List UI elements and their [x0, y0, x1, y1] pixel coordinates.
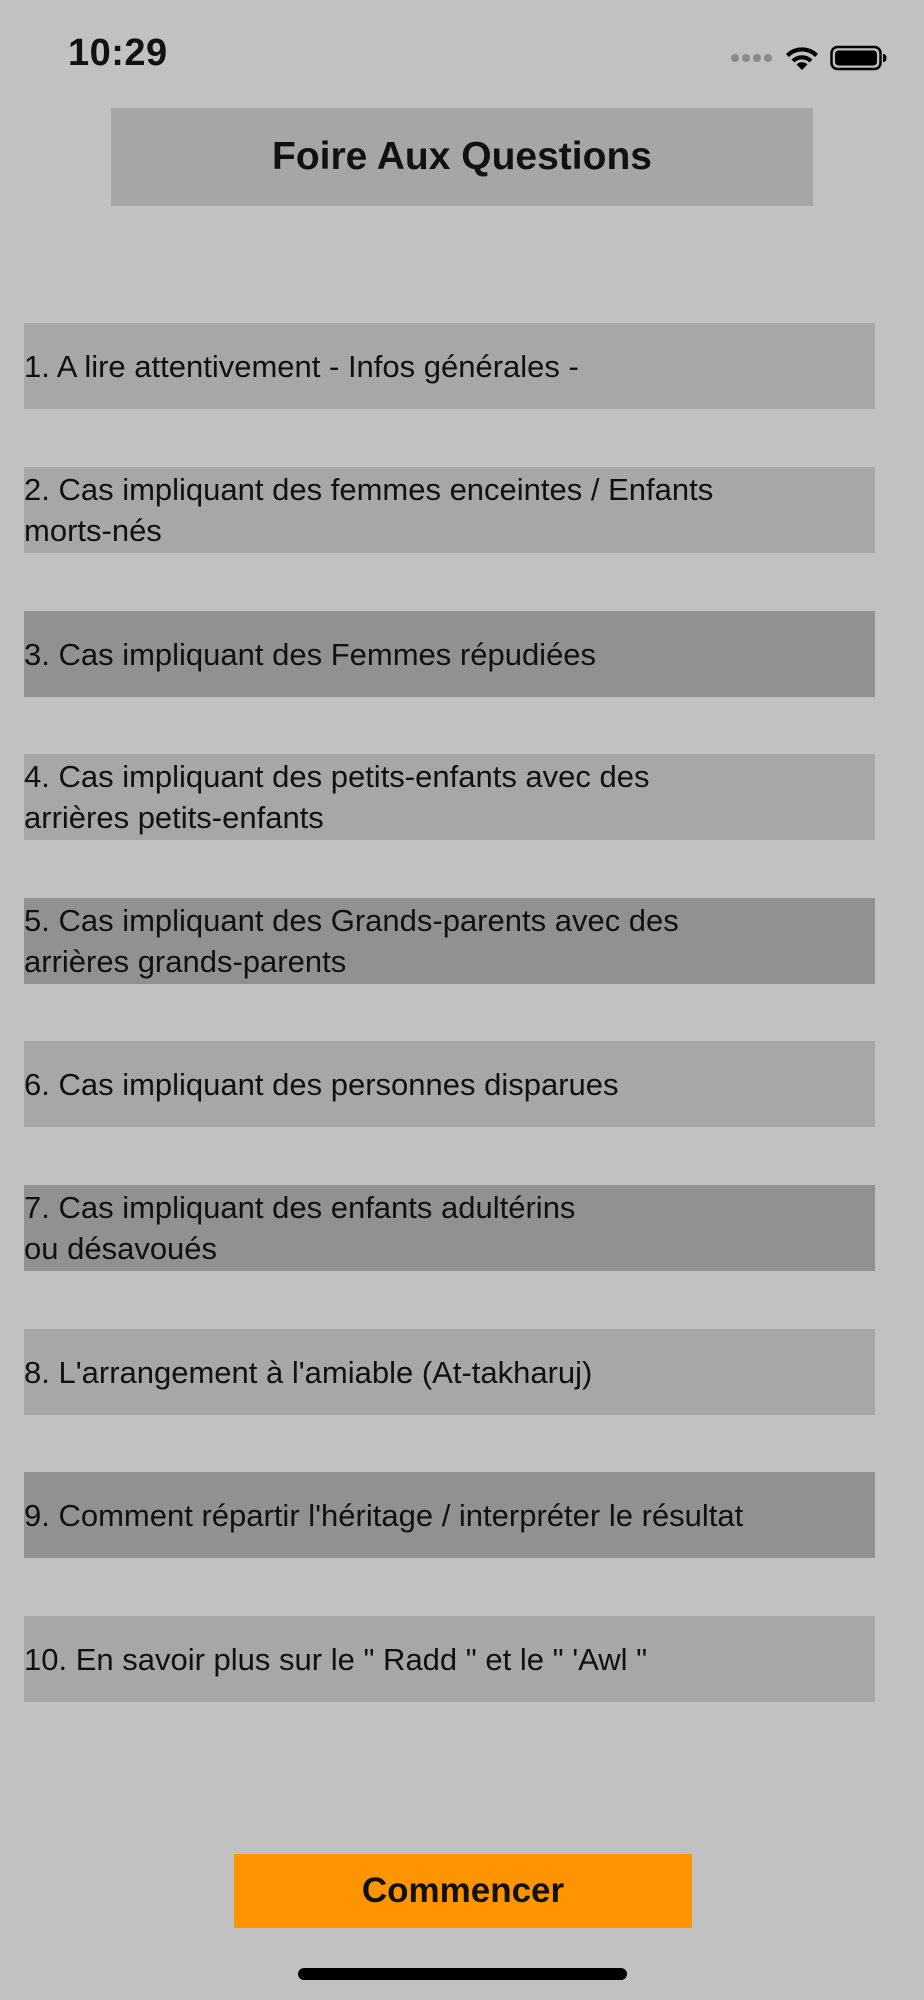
faq-item-label: 2. Cas impliquant des femmes enceintes / Enfants morts-nés — [24, 472, 714, 548]
battery-icon — [830, 44, 888, 72]
faq-item-6[interactable] — [24, 1041, 875, 1127]
start-button[interactable]: Commencer — [234, 1854, 692, 1928]
faq-item-label: 8. L'arrangement à l'amiable (At-takharuj) — [24, 1354, 593, 1390]
faq-item-8[interactable] — [24, 1329, 875, 1415]
home-indicator — [298, 1968, 627, 1980]
faq-item-label: 1. A lire attentivement - Infos générales - — [24, 348, 579, 384]
faq-item-label: 3. Cas impliquant des Femmes répudiées — [24, 636, 597, 672]
page-header — [111, 108, 813, 206]
page-title: Foire Aux Questions — [272, 135, 652, 178]
status-time: 10:29 — [68, 32, 168, 74]
faq-item-label: 5. Cas impliquant des Grands-parents avec des arrières grands-parents — [24, 903, 679, 979]
status-icons — [730, 38, 888, 78]
faq-item-label: 9. Comment répartir l'héritage / interpréter le résultat — [24, 1497, 744, 1533]
faq-item-label: 7. Cas impliquant des enfants adultérins ou désavoués — [24, 1190, 576, 1266]
faq-item-9[interactable] — [24, 1472, 875, 1558]
faq-item-label: 6. Cas impliquant des personnes disparues — [24, 1066, 619, 1102]
faq-item-label: 10. En savoir plus sur le " Radd " et le " 'Awl " — [24, 1641, 648, 1677]
faq-item-10[interactable] — [24, 1616, 875, 1702]
wifi-icon — [784, 44, 820, 72]
signal-icon — [730, 52, 774, 64]
faq-item-2[interactable] — [24, 467, 875, 553]
faq-item-3[interactable] — [24, 611, 875, 697]
faq-item-4[interactable] — [24, 754, 875, 840]
faq-item-7[interactable] — [24, 1185, 875, 1271]
faq-item-5[interactable] — [24, 898, 875, 984]
faq-item-label: 4. Cas impliquant des petits-enfants avec des arrières petits-enfants — [24, 759, 650, 835]
status-bar — [0, 0, 924, 110]
faq-item-1[interactable] — [24, 323, 875, 409]
